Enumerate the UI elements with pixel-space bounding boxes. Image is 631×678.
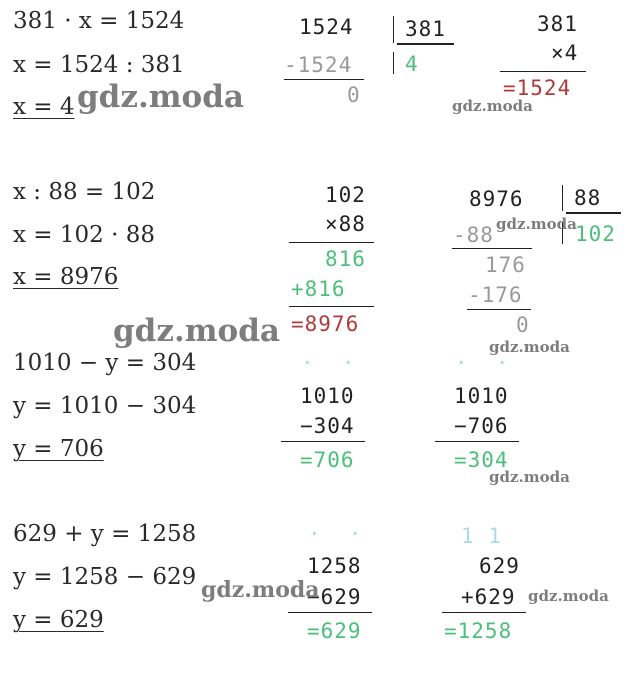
partial-line [289, 242, 374, 243]
equation-2-answer: x = 8976 [13, 264, 119, 290]
partial-product-1: 816 [325, 247, 366, 271]
division-bar-lower [393, 52, 394, 74]
minuend: 1010 [454, 384, 509, 408]
equation-1-line-1: 381 · x = 1524 [13, 8, 185, 34]
equation-3-line-2: y = 1010 − 304 [13, 393, 197, 419]
equation-4-line-1: 629 + y = 1258 [13, 521, 197, 547]
equation-1-line-2: x = 1524 : 381 [13, 52, 185, 78]
divisor-underline [397, 43, 454, 45]
product-line [289, 306, 374, 307]
subtrahend-2: -176 [468, 283, 523, 307]
difference: =706 [300, 448, 355, 472]
watermark: gdz.moda [201, 577, 320, 603]
equation-3-answer: y = 706 [13, 436, 104, 462]
quotient: 4 [405, 52, 419, 76]
sum-line [442, 612, 526, 613]
remainder: 0 [347, 83, 361, 107]
divisor-underline [566, 212, 621, 214]
watermark: gdz.moda [496, 215, 577, 233]
dividend: 1524 [299, 15, 354, 39]
subtrahend-1: -88 [453, 223, 494, 247]
quotient: 102 [575, 222, 616, 246]
remainder-1: 176 [485, 253, 526, 277]
division-line [284, 79, 364, 80]
equation-4-answer: y = 629 [13, 607, 104, 633]
minuend: 1258 [307, 554, 362, 578]
borrow-marks: · · [308, 522, 363, 546]
product: =8976 [291, 312, 360, 336]
multiplicand: 381 [537, 12, 578, 36]
carry-marks: 1 1 [461, 524, 502, 548]
subtract-line-1 [452, 248, 532, 249]
divisor: 88 [574, 186, 602, 210]
borrow-marks: · · [301, 351, 356, 375]
equation-3-line-1: 1010 − y = 304 [13, 350, 197, 376]
watermark: gdz.moda [77, 79, 244, 115]
difference: =629 [307, 619, 362, 643]
watermark: gdz.moda [489, 338, 570, 356]
division-bar [393, 16, 394, 43]
multiplier: ×4 [551, 41, 579, 65]
difference: =304 [454, 448, 509, 472]
watermark: gdz.moda [452, 97, 533, 115]
subtrahend: −304 [300, 414, 355, 438]
borrow-marks: · · [455, 351, 510, 375]
equation-2-line-2: x = 102 · 88 [13, 222, 155, 248]
difference-line [435, 441, 519, 442]
watermark: gdz.moda [489, 468, 570, 486]
watermark: gdz.moda [528, 587, 609, 605]
difference-line [281, 441, 365, 442]
equation-1-answer: x = 4 [13, 94, 75, 120]
product-line [500, 71, 586, 72]
remainder-2: 0 [516, 313, 530, 337]
equation-2-line-1: x : 88 = 102 [13, 179, 156, 205]
subtrahend: −706 [454, 414, 509, 438]
subtrahend: −629 [307, 585, 362, 609]
sum: =1258 [444, 619, 513, 643]
divisor: 381 [405, 17, 446, 41]
dividend: 8976 [469, 187, 524, 211]
multiplicand: 102 [325, 183, 366, 207]
subtract-line-2 [467, 309, 531, 310]
minuend: 1010 [300, 384, 355, 408]
addend-1: 629 [479, 554, 520, 578]
addend-2: +629 [461, 585, 516, 609]
difference-line [288, 612, 372, 613]
multiplier: ×88 [325, 212, 366, 236]
division-bar [562, 185, 563, 211]
equation-4-line-2: y = 1258 − 629 [13, 564, 197, 590]
product: =1524 [503, 76, 572, 100]
watermark: gdz.moda [113, 313, 280, 349]
partial-product-2: +816 [291, 277, 346, 301]
subtrahend: -1524 [284, 53, 353, 77]
